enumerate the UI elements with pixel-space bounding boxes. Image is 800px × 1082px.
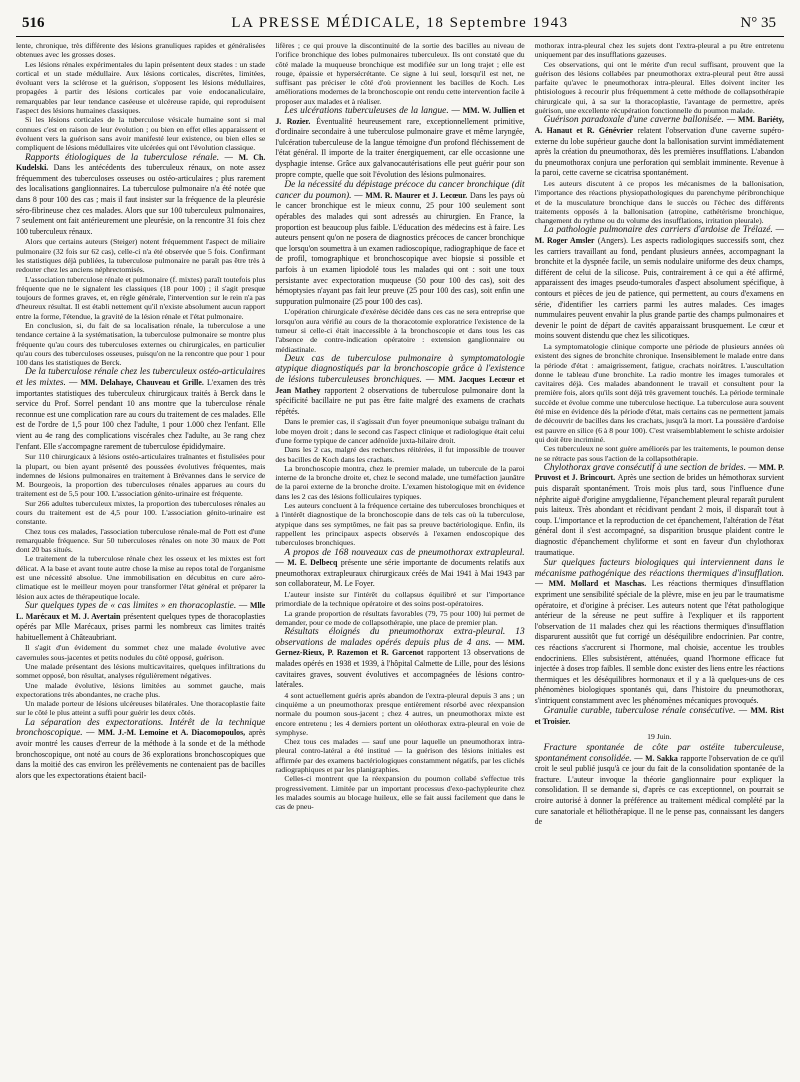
running-header [16, 14, 784, 37]
article-text: après avoir montré les causes d'erreur de la méthode à la sonde et de la méthode bronchoscopique, ont noté au cours de 36 explorations bronchoscopiques que dans la moitié des cas environ les prélèvements ne contenaient pas de bacilles alors que les expectorations étaient bacil- [16, 728, 266, 780]
article-title: Chylothorax grave consécutif à une section de brides. [543, 462, 746, 473]
column-1 [16, 41, 265, 1079]
paragraph: Si les lésions corticales de la tuberculose vésicale humaine sont si mal connues c'est en raison de leur évolution ; ou bien en effet elles apparaissent et évoluent vers la guérison sans avoir manifesté leur existence, ou bien elles se compliquent de lésions médullaires vite ulcérées qui ont l'évolution classique. [16, 115, 266, 153]
paragraph: Un malade porteur de lésions ulcéreuses bilatérales. Une thoracoplastie faite sur le côté le plus atteint a suffi pour guérir les deux côtés. [16, 699, 266, 718]
article-title: De la tuberculose rénale chez les tuberculeux ostéo-articulaires et les mixtes. [16, 367, 266, 389]
article-text: Dans les pays où le cancer bronchique est le mieux connu, 25 pour 100 seulement sont opérables des malades qui sont adressés au chirurgien. En France, la proportion est beaucoup plus faible. L'éducation des médecins est à faire. Les auteurs pensent qu'on ne posera de diagnostics précoces de cancer bronchique que lorsqu'on soumettra à un examen radioscopique, radiographique de face et de profil, tomographique et bronchoscopique avec biopsie si possible et parfois à un examen lipiodolé tous les malades qui ont : soit une toux persistante avec expectoration muqueuse (50 pour 100 des cas), soit des hémoptysies n'ayant pas fait leur preuve (25 pour 100 des cas), soit enfin une suppuration pulmonaire (25 pour 100 des cas). [275, 190, 525, 306]
article-authors: MM. R. Maurer et J. Lecœur. [365, 190, 468, 200]
article-text: rapporte l'observation de ce qu'il croit le seul publié jusqu'à ce jour du fait de la consolidation spontanée de la fracture. L'auteur invoque la théorie ganglionnaire pour expliquer la consolidation. Il se demande si, d'après ce cas exceptionnel, on pourrait se croire autorisé à donner la préférence au traitement médical complété par la cure sanatoriale et héliothérapique. Il ne le pense pas, connaissant les dangers de [534, 753, 784, 827]
paragraph: Ces observations, qui ont le mérite d'un recul suffisant, prouvent que la guérison des lésions collabées par pneumothorax extra-pleural peut être aussi parfaite qu'avec le pneumothorax intra-pleural. Elles doivent inciter les phtisiologues à recourir plus fréquemment à cette méthode de collapsothérapie chirurgicale qui, à sa sur la thoracoplastie, l'avantage de permettre, après guérison, une excellente récupération fonctionnelle du poumon malade. [534, 59, 784, 116]
paragraph: La bronchoscopie montra, chez le premier malade, un tubercule de la paroi interne de la bronche droite et, chez le second malade, une tuméfaction jaunâtre de la paroi externe de la bronche droite. L'examen histologique mit en évidence dans les 2 cas des lésions folliculaires typiques. [275, 463, 525, 501]
article-text: Les réactions thermiques d'insufflation expriment une sensibilité spéciale de la plèvre, mise en jeu par le traumatisme opératoire, et d'origine à préciser. Les auteurs notent que l'état pathologique antérieur de la séreuse ne peut suffire à l'expliquer et ils rapportent l'observation de 11 malades chez qui les réactions thermiques d'insufflation disparurent aussitôt que fut corrigé un déséquilibre endocrinien. Par contre, ces réactions s'accrurent si l'hormone, mal choisie, accentue les troubles endocriniens. Elles subsistèrent, atténuées, quand l'hormone efficace fut injectée à doses trop faibles. Il semble donc exister des liens entre les réactions thermiques et les déséquilibres hormonaux et il y a là quelques-uns de ces phénomènes biologiques spontanés qui, dans l'histoire du pneumothorax, s'intriquent constamment avec les phénomènes mécaniques provoqués. [534, 579, 784, 705]
article-text: rapportent 2 observations de tuberculose pulmonaire dont la spécificité bacillaire ne put pas être faite malgré des examens de crachats répétés. [275, 385, 525, 416]
article-text: (Angers). Les aspects radiologiques successifs sont, chez les carriers travaillant au fond, pendant plusieurs années, accompagnant la bronchite et la dyspnée facile, un semis nodulaire uniforme des deux champs, différent de celui de la silicose. Puis, contrairement à ce qui a été affirmé, apparaissent des images pseudo-tumorales d'aspect absolument spécifique, à contours et pièces de jeu de patience, qui permettent, au cours d'examens en série, d'identifier les carriers parmi les autres malades. Ces images nummulaires peuvent envahir la plus grande partie des champs pulmonaires et devenir le point de départ de cavités apparaissant brusquement. Le cœur et moins souvent distendu que chez les silicotiques. [534, 236, 784, 341]
column-3 [535, 41, 784, 1079]
paragraph: L'opération chirurgicale d'exérèse décidée dans ces cas ne sera entreprise que lorsqu'on aura vérifié au cours de la thoracotomie exploratrice l'existence de la tumeur si celle-ci était inaccessible à la bronchoscopie et dans tous les cas l'absence de contre-indication opératoire : extension ganglionnaire ou médiastinale. [275, 307, 525, 354]
issue-number: N° 35 [740, 15, 776, 31]
paragraph: En conclusion, si, du fait de sa localisation rénale, la tuberculose a une tendance certaine à la systématisation, la tuberculose pulmonaire se montre plus fréquente qu'au cours des tuberculoses externes ou chirurgicales, en particulier qu'au cours des tuberculoses osseuses, puisqu'on ne la rencontre que pour 1 pour 100 dans les statistiques de Berck. [16, 320, 266, 368]
paragraph: 4 sont actuellement guéris après abandon de l'extra-pleural depuis 3 ans ; un cinquième a un pneumothorax presque entièrement résorbé avec réexpansion normale du poumon sous-jacent ; chez 4 autres, un pneumothorax mixte est encore entretenu ; les 4 derniers portent un oléothorax extra-pleural en voie de symphyse. [275, 690, 525, 737]
article-authors: MM. P. Pruvost et J. Brincourt. [534, 462, 784, 483]
article-entry: De la tuberculose rénale chez les tuberculeux ostéo-articulaires et les mixtes. — MM. Delahaye, Chauveau et Grille. L'examen des très importantes statistiques des tuberculeux chirurgicaux traités à Berck dans le service du Prof. Sorrel pendant 10 ans montre que la tuberculose rénale reconnue est une complication rare au cours du traitement de ces malades. Elle est de l'ordre de 1,5 pour 100 chez l'adulte, 1 pour 1.000 chez l'enfant. Elle vient au 4e rang des complications viscérales chez l'adulte, au 3e rang chez l'enfant. Elle s'accompagne rarement de tuberculose épididymaire. [16, 367, 266, 451]
article-title: Sur quelques facteurs biologiques qui interviennent dans le mécanisme pathogénique des réactions thermiques d'insufflation. [534, 558, 784, 579]
paragraph: Les auteurs discutent à ce propos les mécanismes de la ballonisation, l'importance des réactions physiopathologiques du parenchyme péribronchique et de la musculature bronchique dans le succès ou l'échec des différents traitements opposés à la ballonisation (atropine, cathétérisme bronchique, changement du rythme ou du volume des insufflations, irritation pleurale). [534, 178, 784, 226]
article-title: A propos de 168 nouveaux cas de pneumothorax extrapleural. [284, 547, 525, 558]
article-title: Sur quelques types de « cas limites » en thoracoplastie. [25, 600, 237, 611]
paragraph: Dans les 2 cas, malgré des recherches réitérées, il fut impossible de trouver des bacilles de Koch dans les crachats. [275, 445, 525, 464]
article-title: La séparation des expectorations. Intérêt de la technique bronchoscopique. [16, 717, 266, 739]
article-text: rapportent 13 observations de malades opérés en 1938 et 1939, à l'hôpital Calmette de Lille, pour des lésions cavitaires graves, souvent évolutives et accompagnées de lésions contro-latérales. [275, 648, 525, 690]
page-number: 516 [22, 15, 45, 31]
paragraph: L'association tuberculose rénale et pulmonaire (f. mixtes) paraît toutefois plus fréquente que ne le signalent les classiques (18 pour 100) ; il s'agit presque toujours de formes graves, et, en règle générale, l'intervention sur le rein n'a pas d'heureux résultat. Il est établi nettement qu'il n'existe absolument aucun rapport entre la forme, l'étendue, la gravité de la lésion rénale et l'état pulmonaire. [16, 274, 266, 321]
article-title: Guérison paradoxale d'une caverne ballonisée. [543, 115, 724, 126]
article-title: La pathologie pulmonaire des carriers d'ardoise de Trélazé. [543, 225, 773, 236]
paragraph: Celles-ci montrent que la réexpansion du poumon collabé s'effectue très progressivement. Limitée par un important processus d'exo-pachypleurite chez les malades soumis au blocage huileux, elle se fait aussi facilement que dans le cas de pneu- [275, 774, 525, 812]
paragraph: Le traitement de la tuberculose rénale chez les osseux et les mixtes est fort délicat. A la base et avant toute autre chose la mise au repos total de l'organisme est une nécessité absolue. Une immobilisation en décubitus en cure aéro-climatique est le meilleur moyen pour transformer l'état général et préparer la lésion aux actes de thérapeutique locale. [16, 554, 266, 601]
paragraph: Sur 266 adultes tuberculeux mixtes, la proportion des tuberculoses rénales au cours du traitement est de 4,5 pour 100. L'association génito-urinaire est constante. [16, 498, 266, 527]
article-authors: MM. Jacques Lecœur et Jean Mathey [275, 375, 525, 395]
paragraph: Les lésions rénales expérimentales du lapin présentent deux stades : un stade cortical et un stade médullaire. Aux lésions corticales, discrètes, limitées, évoluant vers la sclérose et la guérison, s'opposent les lésions médullaires, propagées à partir des lésions corticales par voie endocanaliculaire, remarquables par leur tendance caséeuse et ulcéreuse rapide, qui reproduisent l'aspect des lésions humaines classiques. [16, 59, 266, 116]
article-authors: M. Roger Amsler [534, 236, 595, 246]
paragraph: La grande proportion de résultats favorables (79, 75 pour 100) lui permet de demander, pour ce mode de collapsothérapie, une place de premier plan. [275, 608, 525, 627]
article-authors: MM. J.-M. Lemoine et A. Diacomopoulos, [98, 728, 246, 738]
article-title: Les ulcérations tuberculeuses de la langue. [284, 106, 449, 117]
article-text: L'examen des très importantes statistiques des tuberculeux chirurgicaux traités à Berck dans le service du Prof. Sorrel pendant 10 ans montre que la tuberculose rénale reconnue est une complication rare au cours du traitement de ces malades. Elle est de l'ordre de 1,5 pour 100 chez l'adulte, 1 pour 1.000 chez l'enfant. Elle vient au 4e rang des complications viscérales chez l'adulte, au 3e rang chez l'enfant. Elle s'accompagne rarement de tuberculose épididymaire. [16, 378, 266, 451]
article-entry: Deux cas de tuberculose pulmonaire à symptomatologie atypique diagnostiqués par la bronchoscopie grâce à l'existence de lésions tuberculeuses bronchiques. — MM. Jacques Lecœur et Jean Mathey rapportent 2 observations de tuberculose pulmonaire dont la spécificité bacillaire ne put pas être faite malgré des examens de crachats répétés. [275, 353, 525, 416]
article-title: Rapports étiologiques de la tuberculose rénale. [25, 152, 220, 163]
journal-title: LA PRESSE MÉDICALE, 18 Septembre 1943 [231, 15, 569, 31]
article-text: présentent quelques types de thoracoplasties opérés par Mlle Marécaux, prises parmi les nombreux cas limites traités habituellement à Châteaubriant. [16, 611, 266, 642]
article-authors: MM. Bariéty, A. Hanaut et R. Génévrier [534, 115, 784, 135]
paragraph: lifères ; ce qui prouve la discontinuité de la sortie des bacilles au niveau de l'orifice bronchique des lobes pulmonaires tuberculeux. Ils ont constaté que du côté malade la muqueuse bronchique est modifiée sur un long trajet ; elle est rouge, épaissie et hypersécrétante. Ce signe à lui seul, lorsqu'il est net, ne suffisant pas préciser le côté d'où proviennent les bacilles de Koch. Les améliorations modernes de la bronchoscopie ont rendu cette intervention facile à proposer aux malades et à réaliser. [275, 41, 525, 106]
article-entry: Les ulcérations tuberculeuses de la langue. — MM. W. Jullien et J. Rozier. Éventualité heureusement rare, exceptionnellement primitive, d'ordinaire secondaire à une tuberculose pulmonaire grave et même laryngée, l'ulcération tuberculeuse de la langue témoigne d'un profond fléchissement de l'état général. Il importe de la traiter énergiquement, car elle occasionne une dysphagie intense. Grâce aux galvanocautérisations elle peut guérir pour son propre compte, quelle que soit l'évolution des lésions pulmonaires. [275, 106, 525, 179]
session-date: 19 Juin. [647, 731, 672, 741]
article-authors: MM. Gernez-Rieux, P. Razemon et R. Garcenot [275, 637, 525, 658]
paragraph: L'auteur insiste sur l'intérêt du collapsus équilibré et sur l'importance primordiale de la technique opératoire et des soins post-opératoires. [275, 589, 525, 609]
article-authors: Mlle L. Marécaux et M. J. Avertain [16, 600, 266, 621]
paragraph: lente, chronique, très différente des lésions granuliques rapides et généralisées obtenues avec les grosses doses. [16, 41, 266, 60]
article-text: Après une section de brides un hémothorax survient puis disparaît spontanément. Trois mois plus tard, sous l'influence d'une néphrite aiguë d'origine amygdalienne, l'épanchement pleural reparaît purulent puis laiteux. Très abondant et récidivant pendant 2 mois, il disparaît tout à coup. L'importance et la reproduction de cet épanchement, l'altération de l'état général dont il s'est accompagné, sa disparition brusque plaident contre le diagnostic d'épanchement chyliforme et sont en faveur d'un chylothorax traumatique. [534, 473, 784, 557]
article-entry: Résultats éloignés du pneumothorax extra-pleural. 13 observations de malades opérés depuis plus de 4 ans. — MM. Gernez-Rieux, P. Razemon et R. Garcenot rapportent 13 observations de malades opérés en 1938 et 1939, à l'hôpital Calmette de Lille, pour des lésions cavitaires graves, souvent évolutives et accompagnées de lésions contro-latérales. [275, 627, 525, 690]
article-authors: M. Ch. Kudelski. [16, 152, 266, 173]
article-entry: Sur quelques types de « cas limites » en thoracoplastie. — Mlle L. Marécaux et M. J. Avertain présentent quelques types de thoracoplasties opérés par Mlle Marécaux, prises parmi les nombreux cas limites traités habituellement à Châteaubriant. [16, 600, 266, 642]
article-title: Résultats éloignés du pneumothorax extra-pleural. 13 observations de malades opérés depuis plus de 4 ans. [275, 627, 525, 648]
paragraph: Chez tous ces malades, l'association tuberculose rénale-mal de Pott est d'une remarquable fréquence. Sur 50 tuberculoses rénales on note 30 maux de Pott dont 20 bas situés. [16, 526, 266, 555]
paragraph: Dans le premier cas, il s'agissait d'un foyer pneumonique subaigu traînant du lobe moyen droit ; dans le second cas l'aspect clinique et radiologique était celui d'une forme typique de cancer adénoïde juxta-hilaire droit. [275, 417, 525, 445]
article-authors: MM. Delahaye, Chauveau et Grille. [80, 378, 204, 388]
paragraph: Chez tous ces malades — sauf une pour laquelle un pneumothorax intra-pleural contro-latéral a été institué — la guérison des lésions initiales est affirmée par des examens bactériologiques constamment négatifs, par les clichés radiographiques et par les planigraphies. [275, 737, 525, 775]
paragraph: Ces tuberculeux ne sont guère améliorés par les traitements, le poumon dense ne se rétracte pas sous l'action de la collapsothérapie. [534, 444, 784, 463]
article-title: Deux cas de tuberculose pulmonaire à symptomatologie atypique diagnostiqués par la bronchoscopie grâce à l'existence de lésions tuberculeuses bronchiques. [275, 353, 525, 386]
article-entry: De la nécessité du dépistage précoce du cancer bronchique (dit cancer du poumon). — MM. R. Maurer et J. Lecœur. Dans les pays où le cancer bronchique est le mieux connu, 25 pour 100 seulement sont opérables des malades qui sont adressés au chirurgien. En France, la proportion est beaucoup plus faible. L'éducation des médecins est à faire. Les auteurs pensent qu'on ne posera de diagnostics précoces de cancer bronchique que lorsqu'on soumettra à un examen radioscopique, radiographique de face et de profil, tomographique et bronchoscopique avec biopsie si possible et parfois à un examen lipiodolé tous les malades qui ont : soit une toux persistante avec expectoration muqueuse (50 pour 100 des cas), soit des hémoptysies n'ayant pas fait leur preuve (25 pour 100 des cas), soit enfin une suppuration pulmonaire (25 pour 100 des cas). [275, 180, 525, 306]
column-2 [275, 41, 524, 1079]
article-entry: La séparation des expectorations. Intérêt de la technique bronchoscopique. — MM. J.-M. Lemoine et A. Diacomopoulos, après avoir montré les causes d'erreur de la méthode à la sonde et de la méthode bronchoscopique, ont noté au cours de 36 explorations bronchoscopiques que dans la moitié des cas environ les prélèvements ne contenaient pas de bacilles alors que les expectorations étaient bacil- [16, 717, 266, 780]
article-entry: Chylothorax grave consécutif à une section de brides. — MM. P. Pruvost et J. Brincourt. Après une section de brides un hémothorax survient puis disparaît spontanément. Trois mois plus tard, sous l'influence d'une néphrite aiguë d'origine amygdalienne, l'épanchement pleural reparaît purulent puis laiteux. Très abondant et récidivant pendant 2 mois, il disparaît tout à coup. L'importance et la reproduction de cet épanchement, l'altération de l'état général dont il s'est accompagné, sa disparition brusque plaident contre le diagnostic d'épanchement chyliforme et sont en faveur d'un chylothorax traumatique. [534, 462, 784, 557]
article-entry: Granulie curable, tuberculose rénale consécutive. — MM. Rist et Troisier. [534, 706, 784, 727]
article-title: Granulie curable, tuberculose rénale consécutive. [543, 706, 736, 717]
article-text: relatent l'observation d'une caverne supéro-externe du lobe supérieur gauche dont la ballonisation survint immédiatement après la création du pneumothorax, dès les premières insufflations. L'abandon du pneumothorax conjura une perforation qui semblait imminente. Revenue à la paroi, cette caverne se cicatrisa spontanément. [534, 125, 784, 178]
article-entry: Guérison paradoxale d'une caverne ballonisée. — MM. Bariéty, A. Hanaut et R. Génévrier relatent l'observation d'une caverne supéro-externe du lobe supérieur gauche dont la ballonisation survint immédiatement après la création du pneumothorax, dès les premières insufflations. L'abandon du pneumothorax conjura une perforation qui semblait imminente. Revenue à la paroi, cette caverne se cicatrisa spontanément. [534, 115, 784, 178]
article-entry: La pathologie pulmonaire des carriers d'ardoise de Trélazé. — M. Roger Amsler (Angers). Les aspects radiologiques successifs sont, chez les carriers travaillant au fond, pendant plusieurs années, accompagnant la bronchite et la dyspnée facile, un semis nodulaire uniforme des deux champs, différent de celui de la silicose. Puis, contrairement à ce qui a été affirmé, apparaissent des images pseudo-tumorales d'aspect absolument spécifique, à contours et pièces de jeu de patience, qui permettent, au cours d'examens en série, d'identifier les carriers parmi les autres malades. Ces images nummulaires peuvent envahir la plus grande partie des champs pulmonaires et devenir le point de départ de cavités apparaissant brusquement. Le cœur et moins souvent distendu que chez les silicotiques. [534, 225, 784, 341]
article-title: De la nécessité du dépistage précoce du cancer bronchique (dit cancer du poumon). [275, 180, 525, 201]
article-title: Fracture spontanée de côte par ostéite tuberculeuse, spontanément consolidée. [534, 742, 784, 764]
paragraph: Il s'agit d'un évidement du sommet chez une malade évolutive avec cavernules sous-jacentes et petits nodules du côté opposé, guérison. [16, 643, 266, 662]
paragraph: Sur 110 chirurgicaux à lésions ostéo-articulaires traînantes et fistulisées pour la plupart, ou bien ayant présenté des poussées évolutives fréquentes, mais indemnes de lésions pulmonaires en traitement à Brévannes dans le service de M. Bourgeois, la proportion des tuberculoses rénales apparues au cours du traitement est de 5,5 pour 100. L'association génito-urinaire est fréquente. [16, 452, 266, 499]
article-authors: MM. Mollard et Maschas. [548, 579, 647, 589]
article-authors: MM. W. Jullien et J. Rozier. [275, 106, 525, 126]
article-entry: A propos de 168 nouveaux cas de pneumothorax extrapleural. — M. E. Delbecq présente une série importante de documents relatifs aux pneumothorax extrapleuraux chirurgicaux créés de Mai 1941 à Mai 1943 par son collaborateur, M. Le Foyer. [275, 547, 525, 589]
paragraph: La symptomatologie clinique comporte une période de plusieurs années où existent des signes de bronchite chronique. Insensiblement le malade entre dans la période d'état : amaigrissement, fatigue, crachats noirâtres. L'auscultation donne le tableau d'une bronchite. La radio montre les images tumorales et cavitaires déjà. Ces malades abandonnent le travail et consultent pour la première fois, alors qu'ils sont déjà très gravement touchés. La période terminale succède et évolue comme une tuberculose hectique. La tuberculose aura souvent été mise en évidence dès la période d'état, mais certains cas ne permettent jamais de découvrir de bacilles dans les crachats, jusqu'à la mort. La poussière d'ardoise est pauvre en silice (6 à 8 pour 100). C'est vraisemblablement le schiste ardoisier qui doit être incriminé. [534, 341, 784, 444]
paragraph: Les auteurs concluent à la fréquence certaine des tuberculoses bronchiques et à l'intérêt diagnostique de la bronchoscopie dans de tels cas où la tuberculose, atypique dans ses symptômes, ne fait pas sa preuve bactériologique. Enfin, ils rappellent les principaux aspects observés à l'examen endoscopique des tuberculoses bronchiques. [275, 501, 525, 548]
article-text: présente une série importante de documents relatifs aux pneumothorax extrapleuraux chirurgicaux créés de Mai 1941 à Mai 1943 par son collaborateur, M. Le Foyer. [275, 558, 525, 589]
article-entry: Rapports étiologiques de la tuberculose rénale. — M. Ch. Kudelski. Dans les antécédents des tuberculeux rénaux, on note assez fréquemment des tuberculoses osseuses ou ostéo-articulaires ; plus rarement des localisations ganglionnaires. La tuberculose pulmonaire n'a été notée que dans 8 pour 100 des cas ; mais il faut insister sur la fréquence de la pleurésie séro-fibrineuse chez ces malades. Alors que sur 100 tuberculeux pulmonaires, 7 seulement ont fait antérieurement une pleurésie, on la rencontre 31 fois chez 100 tuberculeux rénaux. [16, 152, 266, 236]
article-authors: M. Sakka [645, 753, 678, 763]
paragraph: mothorax intra-pleural chez les sujets dont l'extra-pleural a pu être entretenu uniquement par des insufflations gazeuses. [534, 41, 784, 60]
article-authors: MM. Rist et Troisier. [534, 706, 784, 727]
article-entry: Fracture spontanée de côte par ostéite tuberculeuse, spontanément consolidée. — M. Sakka rapporte l'observation de ce qu'il croit le seul publié jusqu'à ce jour du fait de la consolidation spontanée de la fracture. L'auteur invoque la théorie ganglionnaire pour expliquer la consolidation. Il se demande si, d'après ce cas exceptionnel, on pourrait se croire autorisé à donner la préférence au traitement médical complété par la cure sanatoriale et héliothérapique. Il ne le pense pas, connaissant les dangers de [534, 742, 784, 827]
article-text: Dans les antécédents des tuberculeux rénaux, on note assez fréquemment des tuberculoses osseuses ou ostéo-articulaires ; plus rarement des localisations ganglionnaires. La tuberculose pulmonaire n'a été notée que dans 8 pour 100 des cas ; mais il faut insister sur la fréquence de la pleurésie séro-fibrineuse chez ces malades. Alors que sur 100 tuberculeux pulmonaires, 7 seulement ont fait antérieurement une pleurésie, on la rencontre 31 fois chez 100 tuberculeux rénaux. [16, 163, 266, 236]
paragraph: Alors que certains auteurs (Steiger) notent fréquemment l'aspect de miliaire pulmonaire (32 fois sur 62 cas), celle-ci n'a été observée que 5 fois. Confirmant les statistiques déjà publiées, la tuberculose pulmonaire ne paraît pas être très à redouter chez les anciens néphrectomisés. [16, 237, 266, 275]
paragraph: Une malade présentant des lésions multicavitaires, quelques infiltrations du sommet opposé, bon résultat, analyses régulièrement négatives. [16, 661, 266, 681]
article-text: Éventualité heureusement rare, exceptionnellement primitive, d'ordinaire secondaire à une tuberculose pulmonaire grave et même laryngée, l'ulcération tuberculeuse de la langue témoigne d'un profond fléchissement de l'état général. Il importe de la traiter énergiquement, car elle occasionne une dysphagie intense. Grâce aux galvanocautérisations elle peut guérir pour son propre compte, quelle que soit l'évolution des lésions pulmonaires. [275, 116, 525, 179]
article-entry: Sur quelques facteurs biologiques qui interviennent dans le mécanisme pathogénique des réactions thermiques d'insufflation. — MM. Mollard et Maschas. Les réactions thermiques d'insufflation expriment une sensibilité spéciale de la plèvre, mise en jeu par le traumatisme opératoire, et d'origine à préciser. Les auteurs notent que l'état pathologique antérieur de la séreuse ne peut suffire à l'expliquer et ils rapportent l'observation de 11 malades chez qui les réactions thermiques d'insufflation disparurent aussitôt que fut corrigé un déséquilibre endocrinien. Par contre, ces réactions s'accrurent si l'hormone, mal choisie, accentue les troubles endocriniens. Elles subsistèrent, atténuées, quand l'hormone efficace fut injectée à doses trop faibles. Il semble donc exister des liens entre les réactions thermiques et les déséquilibres hormonaux et il y a là quelques-uns de ces phénomènes biologiques spontanés qui, dans l'histoire du pneumothorax, s'intriquent constamment avec les phénomènes mécaniques provoqués. [534, 558, 784, 705]
article-authors: M. E. Delbecq [287, 558, 338, 568]
paragraph: Une malade évolutive, lésions limitées au sommet gauche, mais expectorations très abondantes, ne crache plus. [16, 680, 266, 699]
text-columns [16, 41, 784, 1079]
